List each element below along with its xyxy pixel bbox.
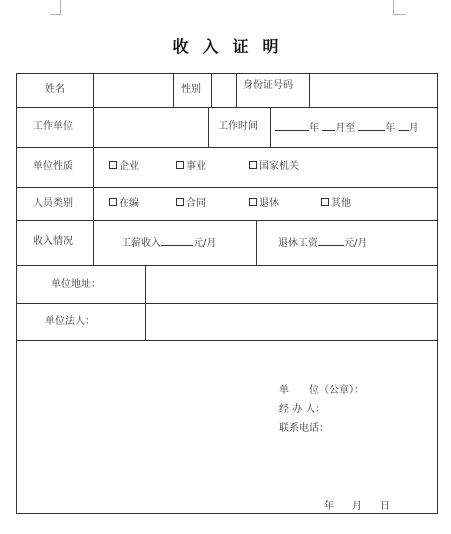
handler-label: 经 办 人： bbox=[279, 404, 326, 415]
option-retired[interactable]: 退休 bbox=[249, 198, 279, 210]
id-number-label: 身份证号码 bbox=[243, 80, 293, 91]
checkbox-icon bbox=[109, 198, 117, 206]
contact-phone-label: 联系电话： bbox=[279, 423, 329, 434]
option-on-staff[interactable]: 在编 bbox=[109, 198, 139, 210]
checkbox-icon bbox=[249, 161, 257, 169]
income-label: 收入情况 bbox=[33, 236, 73, 247]
row-signature bbox=[17, 340, 437, 513]
unit-address-field[interactable] bbox=[146, 266, 437, 303]
row-legal-representative bbox=[17, 303, 437, 340]
option-government[interactable]: 国家机关 bbox=[249, 161, 299, 173]
row-unit-nature bbox=[17, 147, 437, 187]
gender-field[interactable] bbox=[212, 74, 236, 106]
row-personnel-category bbox=[17, 187, 437, 220]
start-year-text: 年 bbox=[309, 123, 319, 134]
checkbox-icon bbox=[109, 161, 117, 169]
salary-label: 工薪收入 bbox=[121, 238, 161, 249]
option-contract[interactable]: 合同 bbox=[176, 198, 206, 210]
date-day: 日 bbox=[380, 501, 390, 512]
unit-address-label: 单位地址： bbox=[51, 279, 101, 290]
income-certificate-form bbox=[16, 73, 438, 514]
id-number-field[interactable] bbox=[310, 74, 437, 106]
work-time-label: 工作时间 bbox=[218, 121, 258, 132]
row-employment bbox=[17, 107, 437, 147]
row-personal-info bbox=[17, 74, 437, 107]
option-enterprise[interactable]: 企业 bbox=[109, 161, 139, 173]
checkbox-icon bbox=[321, 198, 329, 206]
option-other[interactable]: 其他 bbox=[321, 198, 351, 210]
employer-label: 工作单位 bbox=[33, 121, 73, 132]
end-year-text: 年 bbox=[385, 123, 396, 134]
name-field[interactable] bbox=[94, 74, 173, 106]
start-month-text: 月至 bbox=[335, 123, 356, 134]
row-income bbox=[17, 220, 437, 265]
name-label: 姓名 bbox=[45, 84, 65, 95]
option-institution[interactable]: 事业 bbox=[176, 161, 206, 173]
pension-income[interactable] bbox=[278, 236, 367, 250]
gender-label: 性别 bbox=[181, 84, 201, 95]
unit-nature-label: 单位性质 bbox=[33, 161, 73, 172]
crop-mark-right bbox=[393, 0, 406, 15]
checkbox-icon bbox=[176, 198, 184, 206]
salary-unit: 元/月 bbox=[193, 238, 217, 249]
work-time-range[interactable] bbox=[275, 121, 419, 135]
checkbox-icon bbox=[249, 198, 257, 206]
salary-income[interactable] bbox=[121, 236, 216, 250]
date-month: 月 bbox=[352, 501, 362, 512]
seal-label: 单 位（公章）： bbox=[279, 385, 364, 396]
document-title: 收入证明 bbox=[172, 37, 293, 56]
date-year: 年 bbox=[324, 501, 334, 512]
checkbox-icon bbox=[176, 161, 184, 169]
pension-unit: 元/月 bbox=[344, 238, 368, 249]
legal-representative-field[interactable] bbox=[146, 304, 437, 340]
crop-mark-left bbox=[50, 0, 61, 15]
end-month-text: 月 bbox=[408, 123, 419, 134]
legal-representative-label: 单位法人： bbox=[45, 316, 95, 327]
row-unit-address bbox=[17, 265, 437, 303]
pension-label: 退休工资 bbox=[278, 238, 318, 249]
personnel-category-label: 人员类别 bbox=[33, 198, 73, 209]
employer-field[interactable] bbox=[94, 108, 208, 147]
